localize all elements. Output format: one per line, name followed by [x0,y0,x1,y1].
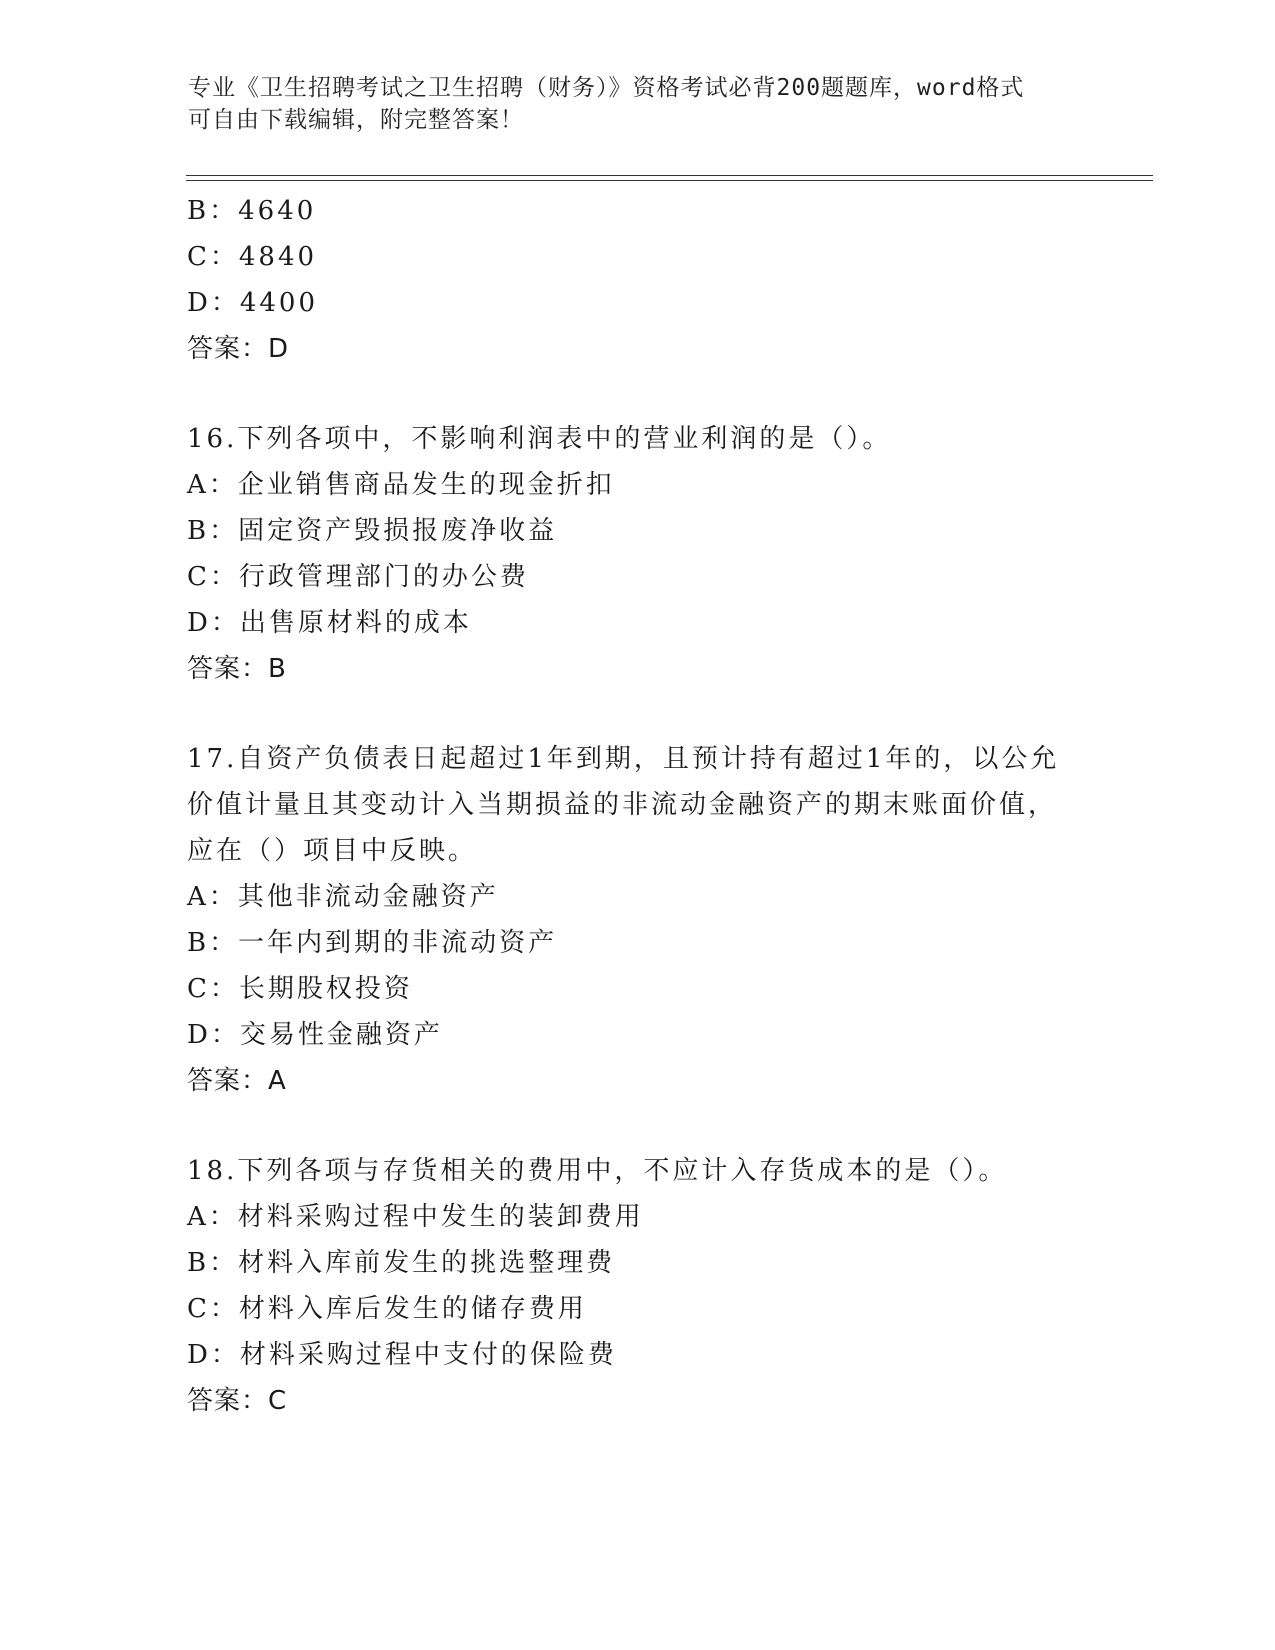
option-b: B：4640 [187,196,317,226]
previous-question-block [187,188,1137,372]
option-d: D：4400 [187,288,319,318]
option-a: A：其他非流动金融资产 [187,882,499,912]
question-text: 16.下列各项中，不影响利润表中的营业利润的是（）。 [187,424,892,454]
option-b: B：一年内到期的非流动资产 [187,928,558,958]
header-line-1: 专业《卫生招聘考试之卫生招聘（财务）》资格考试必背200题题库，word格式 [188,75,1025,101]
header-line-2: 可自由下载编辑，附完整答案！ [188,107,524,133]
answer-line: 答案：C [187,1386,288,1416]
option-d: D：出售原材料的成本 [187,608,472,638]
answer-line: 答案：A [187,1066,287,1096]
option-b: B：固定资产毁损报废净收益 [187,516,558,546]
header-rule-bottom [186,180,1153,181]
question-17 [187,736,1137,1104]
option-a: A：材料采购过程中发生的装卸费用 [187,1202,644,1232]
option-a: A：企业销售商品发生的现金折扣 [187,470,615,500]
option-b: B：材料入库前发生的挑选整理费 [187,1248,616,1278]
question-text: 18.下列各项与存货相关的费用中，不应计入存货成本的是（）。 [187,1156,1008,1186]
option-c: C：行政管理部门的办公费 [187,562,529,592]
option-c: C：长期股权投资 [187,974,413,1004]
question-16 [187,416,1137,692]
question-text-line-1: 17.自资产负债表日起超过1年到期，且预计持有超过1年的，以公允 [187,744,1060,774]
option-d: D：交易性金融资产 [187,1020,443,1050]
option-c: C：4840 [187,242,318,272]
option-c: C：材料入库后发生的储存费用 [187,1294,587,1324]
question-text-line-3: 应在（）项目中反映。 [187,836,478,866]
question-text-line-2: 价值计量且其变动计入当期损益的非流动金融资产的期末账面价值， [187,790,1058,820]
answer-line: 答案：B [187,654,287,684]
answer-line: 答案：D [187,334,290,364]
document-header [188,72,1088,136]
header-rule-top [186,175,1153,176]
question-18 [187,1148,1137,1424]
question-content [187,188,1137,1424]
option-d: D：材料采购过程中支付的保险费 [187,1340,617,1370]
